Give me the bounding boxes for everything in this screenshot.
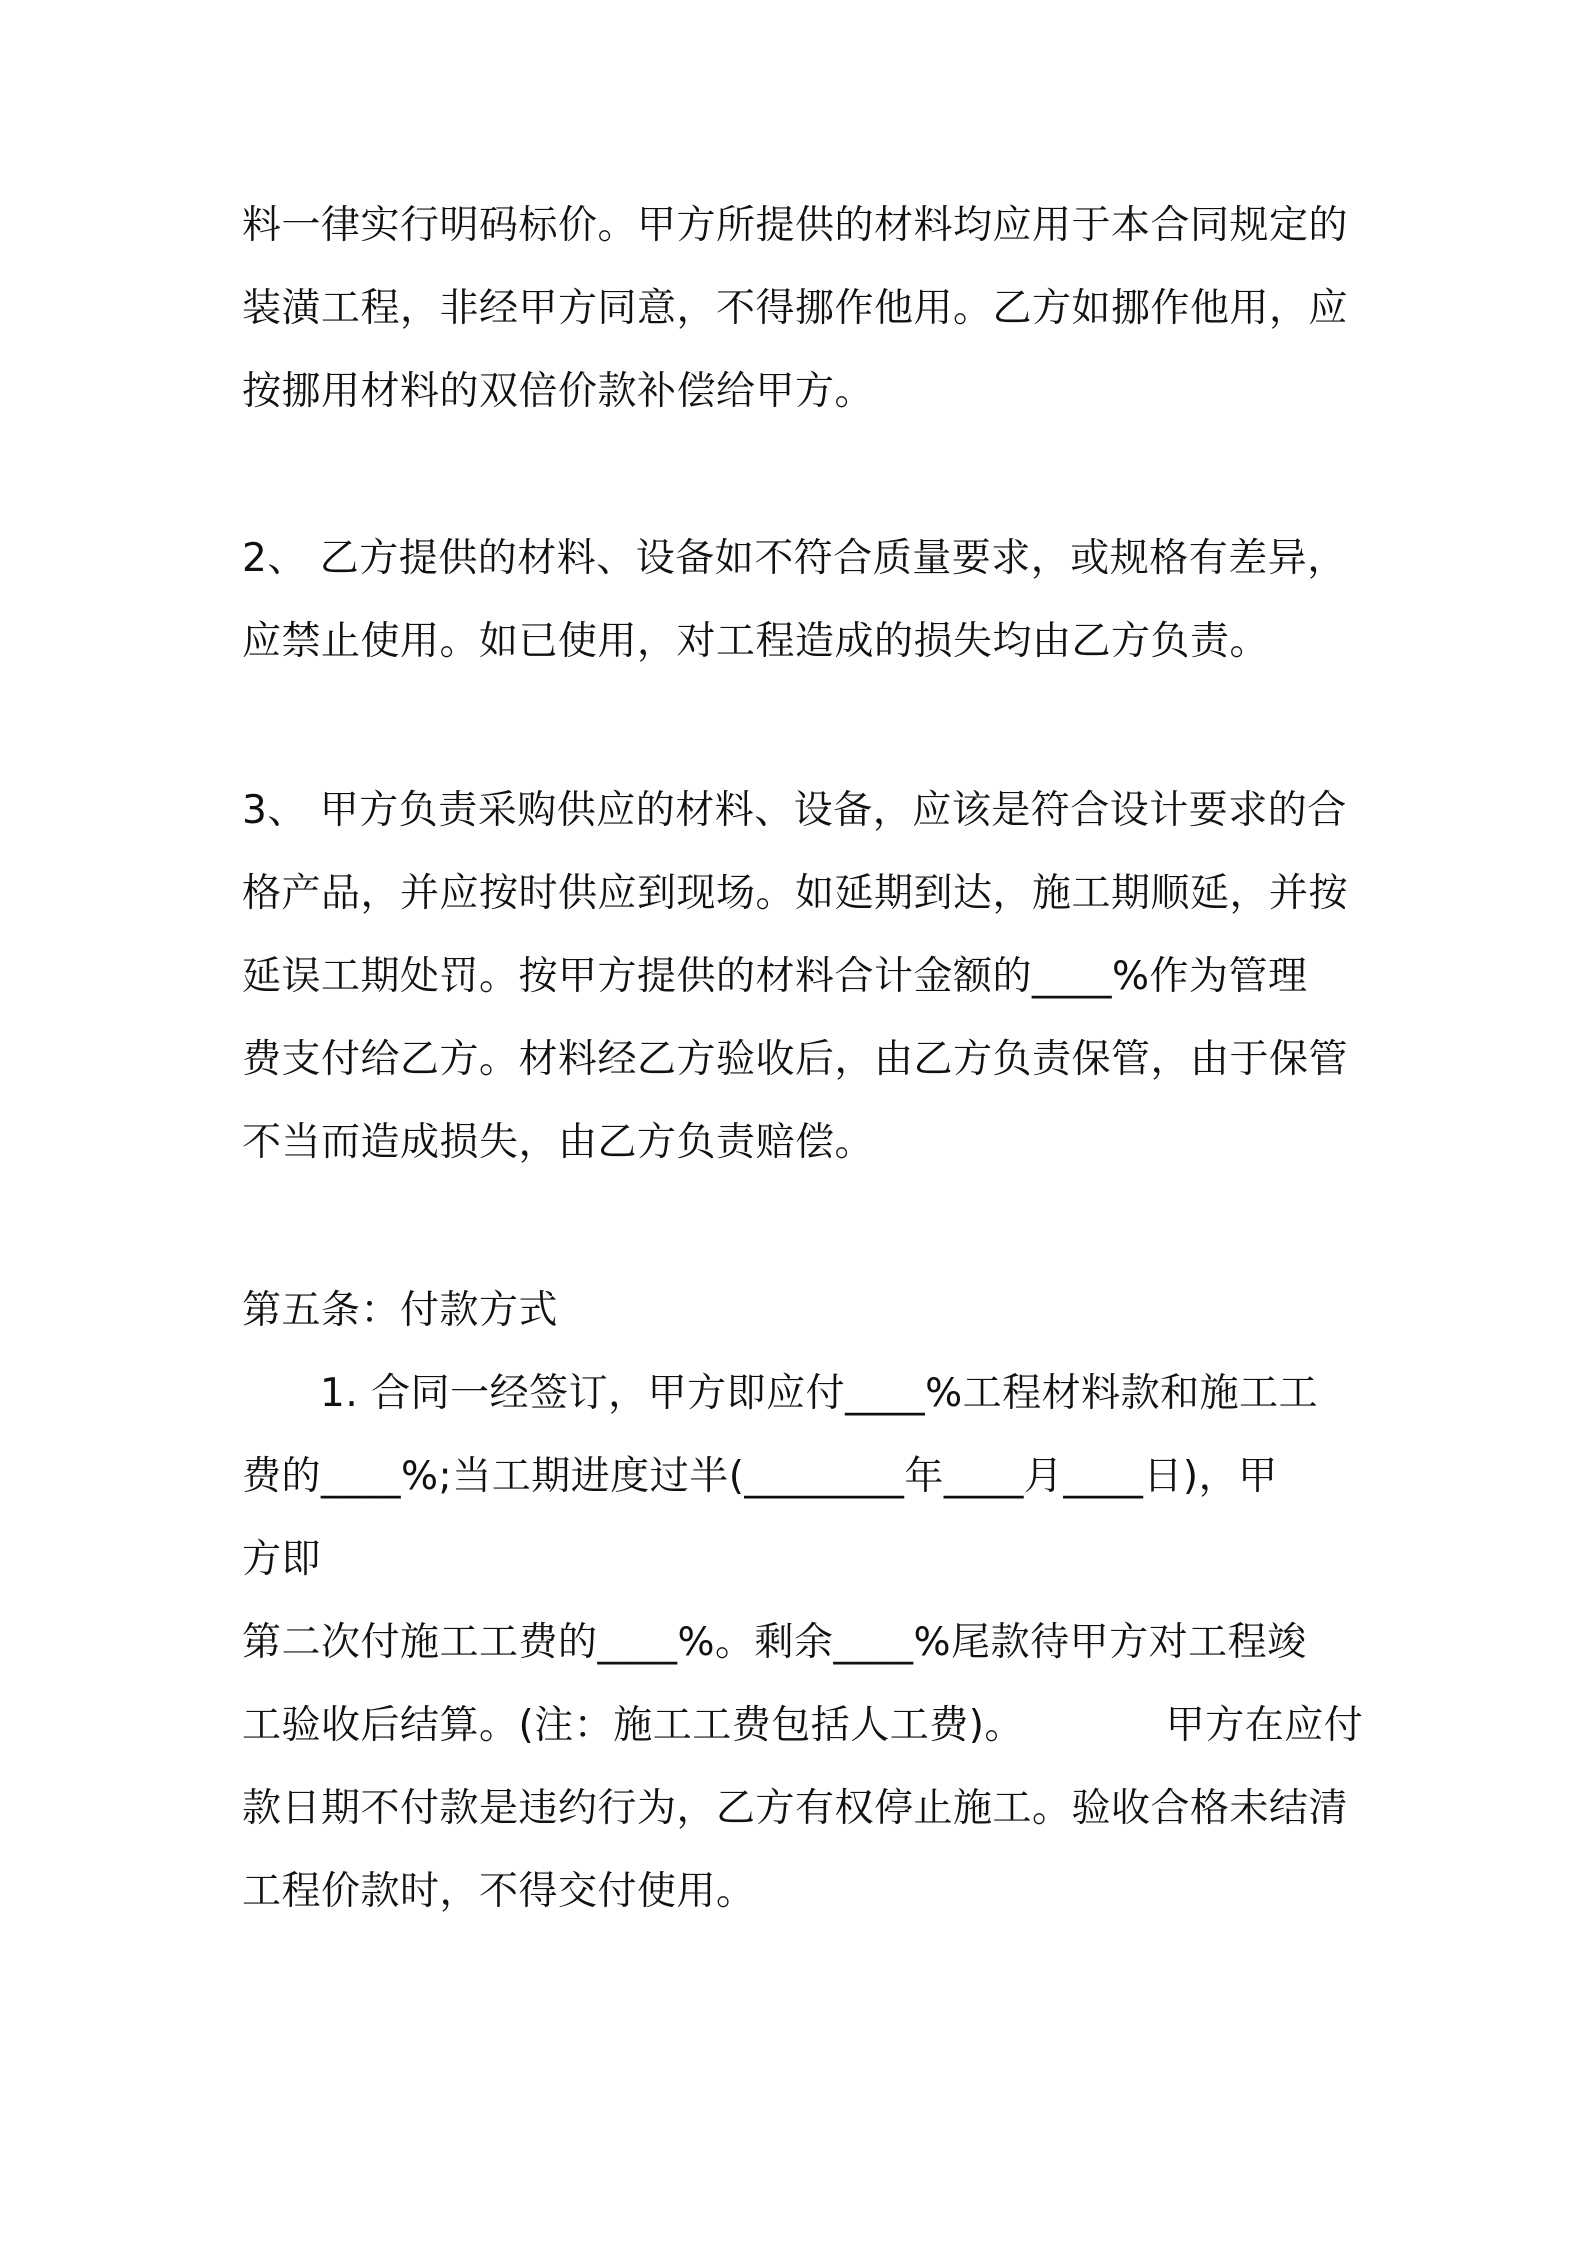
text-line: 方即 — [242, 1537, 322, 1582]
text-line: 工程价款时，不得交付使用。 — [242, 1869, 756, 1914]
text-line: 2、 乙方提供的材料、设备如不符合质量要求，或规格有差异， — [242, 536, 1347, 581]
text-line: 款日期不付款是违约行为，乙方有权停止施工。验收合格未结清 — [242, 1786, 1349, 1831]
text-line: 第二次付施工工费的____%。剩余____%尾款待甲方对工程竣 — [242, 1620, 1307, 1665]
text-line: 工验收后结算。(注：施工工费包括人工费)。 甲方在应付 — [242, 1703, 1364, 1748]
section-heading: 第五条：付款方式 — [242, 1288, 559, 1333]
text-line: 不当而造成损失，由乙方负责赔偿。 — [242, 1120, 875, 1165]
text-line: 1. 合同一经签订，甲方即应付____%工程材料款和施工工 — [320, 1371, 1319, 1416]
text-line: 费支付给乙方。材料经乙方验收后，由乙方负责保管，由于保管 — [242, 1037, 1349, 1082]
text-line: 延误工期处罚。按甲方提供的材料合计金额的____%作为管理 — [242, 954, 1308, 999]
text-line: 应禁止使用。如已使用，对工程造成的损失均由乙方负责。 — [242, 619, 1270, 664]
text-line: 3、 甲方负责采购供应的材料、设备，应该是符合设计要求的合 — [242, 788, 1347, 833]
text-line: 料一律实行明码标价。甲方所提供的材料均应用于本合同规定的 — [242, 203, 1349, 248]
text-line: 费的____%;当工期进度过半(________年____月____日)，甲 — [242, 1454, 1278, 1499]
text-line: 格产品，并应按时供应到现场。如延期到达，施工期顺延，并按 — [242, 871, 1349, 916]
text-line: 按挪用材料的双倍价款补偿给甲方。 — [242, 369, 875, 414]
text-line: 装潢工程，非经甲方同意，不得挪作他用。乙方如挪作他用，应 — [242, 286, 1349, 331]
